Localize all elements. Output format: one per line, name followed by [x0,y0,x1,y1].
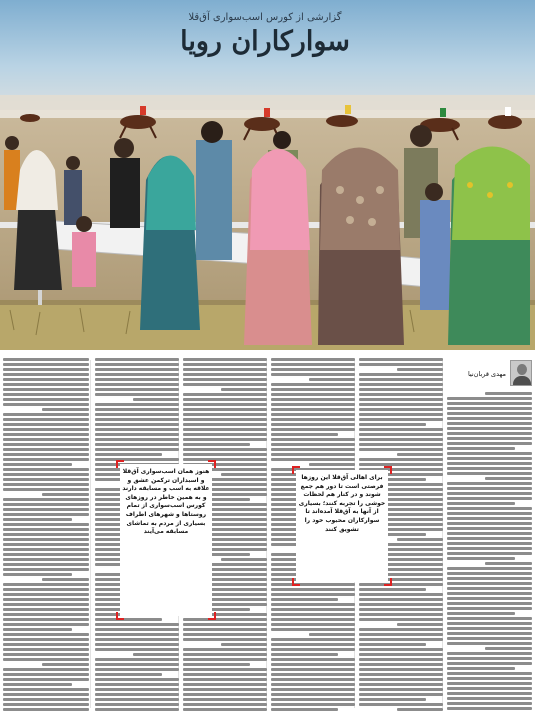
column-text-lines [3,358,89,711]
author-byline [452,360,532,388]
column-divider [90,360,91,708]
author-name: مهدی قربان‌نیا [467,370,506,378]
text-column-1 [447,392,532,714]
column-text-lines [447,392,532,710]
article-headline: سوارکاران رویا [180,26,350,57]
hero-photo [0,0,535,350]
pull-quote [120,464,212,616]
pull-quote [296,470,388,582]
article-kicker: گزارشی از کورس اسب‌سواری آق‌قلا [188,12,342,23]
article-body [0,352,535,718]
pull-quote-text: هنوز همان اسب‌سواری آق‌قلا و اسبداران ترکمن عشق و علاقه به اسب و مسابقه دارند و به همین خاطر در روزهای کورس اسب‌سواری از تمام روستاها و شهرهای اطراف بسیاری از مردم به تماشای مسابقه می‌آیند [122,468,210,536]
text-column-6 [3,358,89,714]
author-avatar [510,360,532,386]
pull-quote-text: برای اهالی آق‌قلا این روزها فرصتی است تا دور هم جمع شوند و در کنار هم لحظات خوشی را تجربه کنند؛ بسیاری از آنها به آق‌قلا آمده‌اند تا سوارکاران محبوب خود را تشویق کنند [298,474,386,533]
